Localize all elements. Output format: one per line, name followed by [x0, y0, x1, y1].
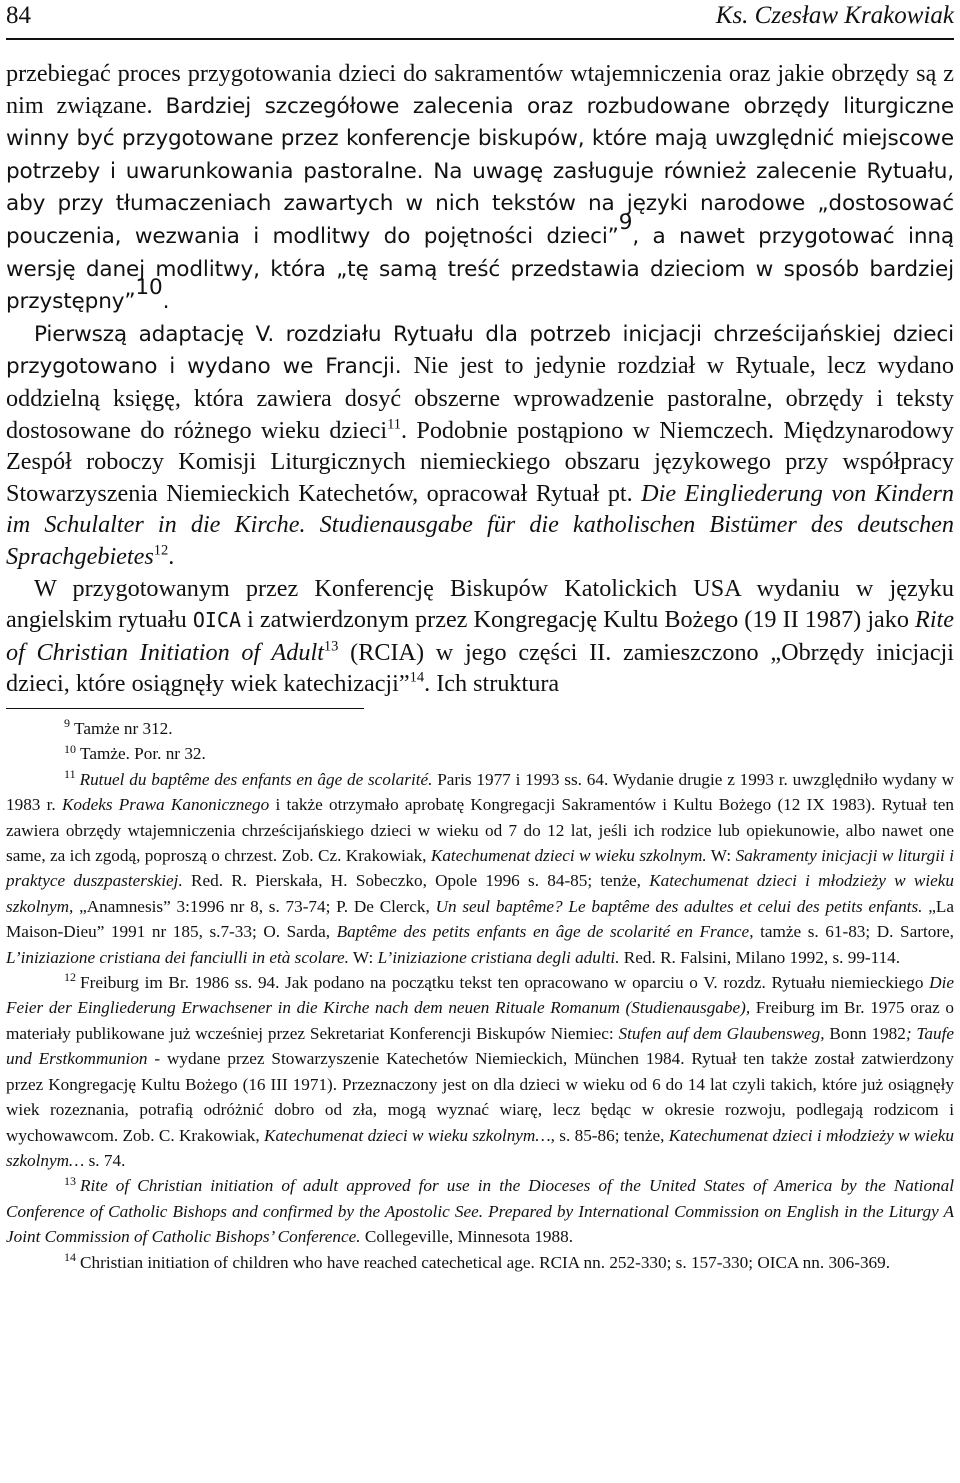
paragraph-1-text: Bardziej szczegółowe zalecenia oraz rozbudowane obrzędy liturgiczne winny być przygotowane przez konferencje biskupów, które mają uwzględnić miejscowe potrzeby i uwarunkowania pastoralne. Na uwagę zasługuje również zalecenie Rytuału, aby przy tłumaczeniach zawartych w nich tekstów na języki narodowe „dostosować pouczenia, wezwania i modlitwy do pojętności dzieci”	[6, 93, 954, 249]
footnote-11-title-2: Kodeks Prawa Kanonicznego	[61, 795, 270, 815]
document-page	[6, 0, 954, 1483]
paragraph-3	[6, 573, 954, 700]
footnote-ref-13: 13	[323, 638, 339, 655]
footnote-ref-12: 12	[153, 542, 169, 559]
paragraph-1	[6, 58, 954, 318]
paragraph-1-lead: przebiegać proces przygotowania dzieci do sakramentów wtajemniczenia oraz jakie obrzędy są z nim związane.	[6, 60, 954, 119]
footnote-9-text: Tamże nr 312.	[74, 719, 173, 738]
footnote-13-text: Collegeville, Minnesota 1988.	[360, 1227, 573, 1247]
footnote-ref-14: 14	[409, 669, 425, 686]
footnote-12-number: 12	[64, 970, 77, 985]
footnote-11-text-7: , tamże s. 61-83; D. Sartore,	[749, 922, 954, 942]
footnote-12-text-5: s. 85-86; tenże,	[554, 1125, 669, 1145]
footnote-12-title-5: Katechumenat dzieci i młodzieży w wieku szkolnym…	[6, 1125, 954, 1170]
footnote-12-text-2: Freiburg im Br. 1975 oraz o materiały publikowane już wcześniej przez Sekretariat Konferencji Biskupów Niemiec:	[6, 998, 954, 1043]
footnote-ref-11: 11	[387, 416, 402, 433]
footnote-12-title-1: Die Feier der Eingliederung Erwachsener in die Kirche nach dem neuen Rituale Romanum (Studienausgabe),	[6, 973, 954, 1018]
footnote-11-title-7: Baptême des petits enfants en âge de scolarité en France	[336, 922, 750, 942]
running-head-author: Ks. Czesław Krakowiak	[715, 2, 954, 29]
footnote-10-text: Tamże. Por. nr 32.	[80, 744, 206, 764]
footnote-12-title-3: ; Taufe und Erstkommunion	[6, 1023, 955, 1069]
footnote-10-number: 10	[64, 741, 77, 756]
paragraph-2-end: .	[168, 542, 175, 570]
paragraph-2	[6, 318, 954, 573]
footnote-11-text-2: i także otrzymało aprobatę Kongregacji Sakramentów i Kultu Bożego (12 IX 1983). Rytuał ten zawiera obrzędy wtajemniczenia chrześcijańskiego dzieci w wieku od 7 do 12 lat, jeśli ich rodzice lub opiekunowie, albo nawet one same, za ich zgodą, poproszą o chrzest. Zob. Cz. Krakowiak,	[6, 795, 955, 866]
footnote-ref-10: 10	[135, 275, 163, 301]
footnote-11-title-5: Katechumenat dzieci i młodzieży w wieku szkolnym,	[6, 871, 954, 916]
footnote-11-number: 11	[64, 767, 76, 782]
footnote-11-title-8: L’iniziazione cristiana dei fanciulli in età scolare.	[6, 947, 349, 967]
paragraph-3-text: W przygotowanym przez Konferencję Biskupów Katolickich USA wydaniu w języku angielskim rytuału	[6, 574, 954, 634]
footnote-11-title-4: Sakramenty inicjacji w liturgii i praktyce duszpasterskiej.	[6, 846, 954, 891]
paragraph-2-title: Die Eingliederung von Kindern im Schulalter in die Kirche. Studienausgabe für die katholischen Bistümer des deutschen Sprachgebietes	[6, 479, 954, 570]
footnote-11-text-9: Red. R. Falsini, Milano 1992, s. 99-114.	[619, 947, 901, 967]
footnote-11-title-9: L’iniziazione cristiana degli adulti.	[377, 947, 620, 967]
footnote-11-title-6: Un seul baptême? Le baptême des adultes et celui des petits enfants.	[435, 896, 923, 916]
paragraph-2-text: Nie jest to jedynie rozdział w Rytuale, lecz wydano oddzielną księgę, która zawiera dosyć obszerne wprowadzenie pastoralne, obrzędy i teksty dostosowane do różnego wieku dzieci	[6, 352, 954, 444]
footnote-11-text-1: Paris 1977 i 1993 ss. 64. Wydanie drugie z 1993 r. uwzględniło wydany w 1983 r.	[6, 769, 955, 815]
footnote-separator	[6, 708, 364, 709]
footnote-12-text-1: Freiburg im Br. 1986 ss. 94. Jak podano na początku tekst ten opracowano w oparciu o V. rozdz. Rytuału niemieckiego	[80, 973, 930, 993]
paragraph-3-text-more: (RCIA) w jego części II. zamieszczono „Obrzędy inicjacji dzieci, które osiągnęły wiek katechizacji”	[6, 638, 954, 698]
footnote-12-title-4: Katechumenat dzieci w wieku szkolnym…,	[263, 1125, 555, 1145]
footnote-11-title-3: Katechumenat dzieci w wieku szkolnym.	[430, 846, 707, 866]
footnote-14-text: Christian initiation of children who have reached catechetical age. RCIA nn. 252-330; s. 157-330; OICA nn. 306-369.	[80, 1252, 891, 1272]
paragraph-1-text-cont: , a nawet przygotować inną wersję danej modlitwy, która „tę samą treść przedstawia dzieciom w sposób bardziej przystępny”	[6, 223, 954, 315]
footnote-11-text-3: W:	[706, 846, 736, 866]
footnote-12-text-3: Bonn 1982	[824, 1023, 906, 1043]
footnote-13	[6, 1173, 954, 1249]
paragraph-2-lead: Pierwszą adaptację V. rozdziału Rytuału dla potrzeb inicjacji chrześcijańskiej dzieci przygotowano i wydano we Francji.	[6, 321, 954, 380]
footnote-10	[6, 741, 954, 766]
page-number: 84	[6, 2, 31, 29]
paragraph-3-end: . Ich struktura	[424, 670, 560, 698]
paragraph-3-oica: OICA	[192, 608, 241, 633]
footnote-11	[6, 767, 954, 970]
paragraph-2-text-cont: . Podobnie postąpiono w Niemczech. Międzynarodowy Zespół roboczy Komisji Liturgicznych niemieckiego obszaru językowego przy współpracy Stowarzyszenia Niemieckich Katechetów, opracował Rytuał pt.	[6, 416, 954, 507]
footnote-9-number: 9	[64, 716, 71, 731]
footnote-11-title-1: Rutuel du baptême des enfants en âge de scolarité.	[79, 769, 433, 789]
footnote-13-title: Rite of Christian initiation of adult approved for use in the Dioceses of the United States of America by the National Conference of Catholic Bishops and confirmed by the Apostolic See. Prepared by International Commission on English in the Liturgy A Joint Commission of Catholic Bishops’ Conference.	[6, 1176, 954, 1247]
footnote-12-title-2: Stufen auf dem Glaubensweg,	[618, 1023, 825, 1043]
footnote-11-text-4: Red. R. Pierskała, H. Sobeczko, Opole 1996 s. 84-85; tenże,	[182, 871, 650, 891]
page-header	[6, 0, 954, 40]
footnote-13-number: 13	[64, 1173, 77, 1188]
footnote-11-text-5: „Anamnesis” 3:1996 nr 8, s. 73-74; P. De Clerck,	[73, 896, 436, 916]
main-text	[6, 58, 954, 700]
paragraph-1-end: .	[162, 289, 170, 315]
footnote-12	[6, 970, 954, 1173]
footnote-14-number: 14	[64, 1249, 77, 1264]
footnotes	[6, 716, 954, 1275]
paragraph-3-title: Rite of Christian Initiation of Adult	[6, 606, 954, 666]
footnote-ref-9: 9	[618, 209, 633, 235]
paragraph-3-text-cont: i zatwierdzonym przez Kongregację Kultu Bożego (19 II 1987) jako	[241, 606, 916, 634]
footnote-14	[6, 1250, 954, 1275]
footnote-12-text-4: - wydane przez Stowarzyszenie Katechetów Niemieckich, München 1984. Rytuał ten także został zatwierdzony przez Kongregację Kultu Bożego (16 III 1971). Przeznaczony jest on dla dzieci w wieku od 6 do 14 lat czyli takich, które już osiągnęły wiek rozeznania, potrafią odróżnić dobro od zła, mogą wyznać wiarę, lecz będąc w okresie rozwoju, podlegają rodzicom i wychowawcom. Zob. C. Krakowiak,	[6, 1049, 954, 1145]
footnote-9	[6, 716, 954, 741]
footnote-11-text-8: W:	[348, 947, 378, 967]
footnote-12-text-6: s. 74.	[84, 1150, 126, 1170]
footnote-11-text-6: „La Maison-Dieu” 1991 nr 185, s.7-33; O. Sarda,	[6, 896, 954, 942]
